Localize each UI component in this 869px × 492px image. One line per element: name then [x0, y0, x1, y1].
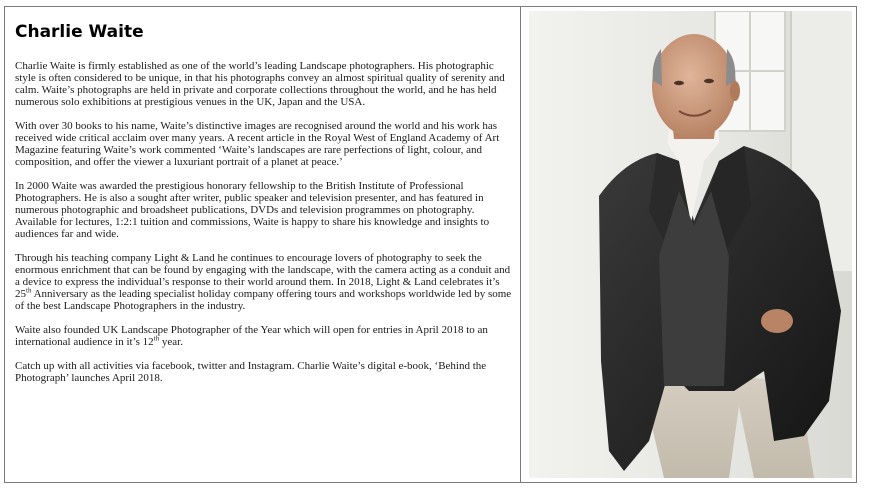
bio-paragraph-3: In 2000 Waite was awarded the prestigious honorary fellowship to the British Institute of Professional Photographers. He is also a sought after writer, public speaker and television presenter, and has featured in numerous photographic and broadsheet publications, DVDs and television programmes on photography. Available for lectures, 1:2:1 tuition and commissions, Waite is happy to share his knowledge and insights to audiences far and wide. — [15, 180, 490, 240]
bio-paragraph-2: With over 30 books to his name, Waite’s distinctive images are recognised around the world and his work has received wide critical acclaim over many years. A recent article in the Royal West of England Academy of Art Magazine featuring Waite’s work commented ‘Waite’s landscapes are rare perfections of light, colour, and composition, and offer the viewer a luxuriant portrait of a planet at peace.’ — [15, 120, 500, 168]
bio-paragraph-5-part-a: Waite also founded UK Landscape Photographer of the Year which will open for entries in April 2018 to an international audience in it’s 12 — [15, 324, 488, 348]
bio-paragraph-5-part-b: year. — [159, 336, 183, 348]
bio-page — [4, 6, 857, 483]
portrait-illustration — [529, 11, 852, 478]
ordinal-suffix: th — [153, 334, 160, 343]
bio-paragraph-5 — [15, 324, 513, 348]
ordinal-suffix: th — [26, 286, 32, 295]
bio-paragraph-1: Charlie Waite is firmly established as one of the world’s leading Landscape photographers. His photographic style is often considered to be unique, in that his photographs convey an almost spiritual quality of serenity and calm. Waite’s photographs are held in private and corporate collections throughout the world, and he has held numerous solo exhibitions at prestigious venues in the UK, Japan and the USA. — [15, 60, 505, 108]
bio-paragraph-4-part-b: Anniversary as the leading specialist holiday company offering tours and workshops worldwide led by some of the best Landscape Photographers in the industry. — [15, 288, 512, 312]
bio-paragraph-4 — [15, 252, 513, 312]
portrait-photo — [529, 11, 852, 478]
bio-paragraph-4-part-a: Through his teaching company Light & Land he continues to encourage lovers of photography to seek the enormous enrichment that can be found by engaging with the landscape, with the camera acting as a conduit and a device to express the individual’s response to their world around them. In 2018, Light & Land celebrates it’s 25 — [15, 252, 511, 300]
bio-paragraph-6: Catch up with all activities via facebook, twitter and Instagram. Charlie Waite’s digital e-book, ‘Behind the Photograph’ launches April 2018. — [15, 360, 487, 384]
bio-text-column — [15, 21, 513, 396]
column-divider — [520, 7, 521, 482]
page-title: Charlie Waite — [15, 22, 144, 42]
